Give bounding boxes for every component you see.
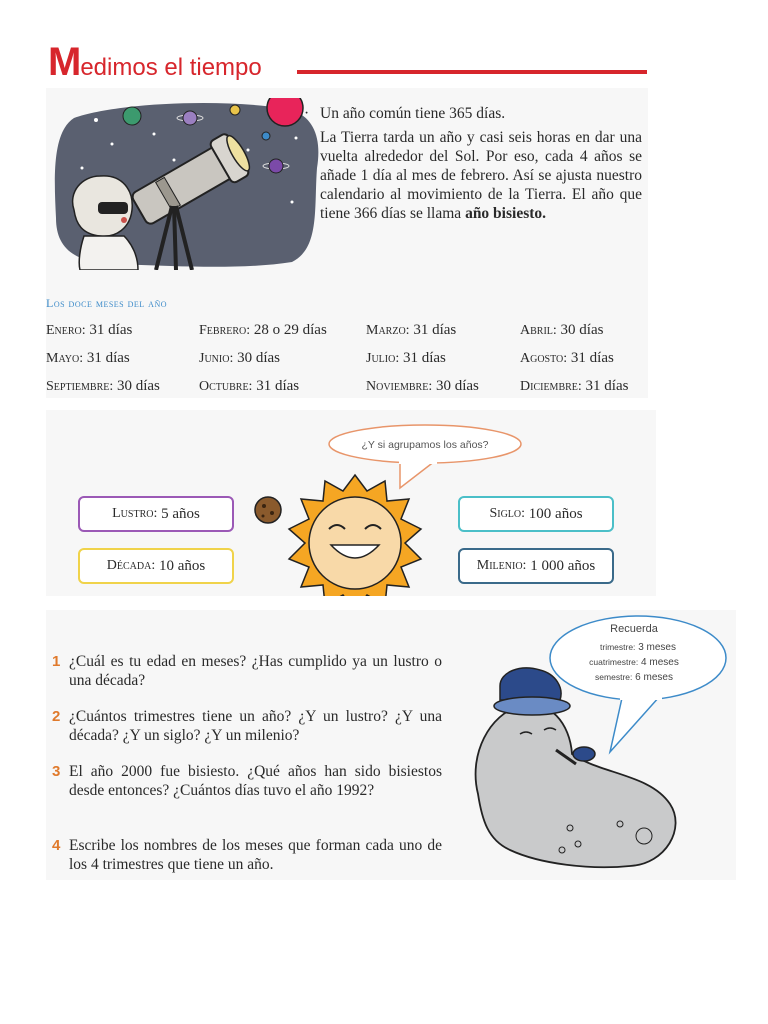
month-diciembre: Diciembre: 31 días: [520, 378, 629, 394]
intro-paragraph-2-text: La Tierra tarda un año y casi seis horas en dar una vuelta alrededor del Sol. Por eso, cada 4 años se añade 1 día al mes de febrero. Así se ajusta nuestro calendario al movimiento de la Tierra. El año que tiene 366 días se llama: [320, 129, 642, 222]
month-enero: Enero: 31 días: [46, 322, 133, 338]
remember-semestre: semestre: 6 meses: [595, 672, 673, 683]
question-2: 2 ¿Cuántos trimestres tiene un año? ¿Y un lustro? ¿Y una década? ¿Y un siglo? ¿Y un milenio?: [52, 708, 442, 744]
period-lustro: Lustro: 5 años: [78, 496, 234, 532]
remember-trimestre: trimestre: 3 meses: [600, 642, 676, 653]
remember-illustration: [460, 614, 735, 876]
intro-bold-term: año bisiesto.: [465, 205, 547, 222]
period-siglo: Siglo: 100 años: [458, 496, 614, 532]
period-milenio: Milenio: 1 000 años: [458, 548, 614, 584]
title-rule: [297, 70, 647, 74]
bullet: ·: [304, 105, 310, 122]
month-junio: Junio: 30 días: [199, 350, 281, 366]
intro-paragraph-2: [320, 128, 642, 223]
question-3: 3 El año 2000 fue bisiesto. ¿Qué años han sido bisiestos desde entonces? ¿Cuántos días tuvo el año 1992?: [52, 763, 442, 799]
remember-title: Recuerda: [610, 623, 658, 635]
month-marzo: Marzo: 31 días: [366, 322, 457, 338]
intro-text: [304, 104, 642, 228]
month-abril: Abril: 30 días: [520, 322, 604, 338]
page-title: [48, 40, 262, 85]
intro-line-1: Un año común tiene 365 días.: [320, 105, 506, 122]
astronomer-illustration: [52, 98, 322, 270]
month-mayo: Mayo: 31 días: [46, 350, 130, 366]
month-octubre: Octubre: 31 días: [199, 378, 300, 394]
period-decada: Década: 10 años: [78, 548, 234, 584]
sun-bubble-text: ¿Y si agrupamos los años?: [361, 439, 489, 451]
month-noviembre: Noviembre: 30 días: [366, 378, 479, 394]
month-febrero: Febrero: 28 o 29 días: [199, 322, 327, 338]
months-heading: Los doce meses del año: [46, 296, 168, 310]
question-1: 1 ¿Cuál es tu edad en meses? ¿Has cumplido ya un lustro o una década?: [52, 653, 442, 689]
remember-cuatrimestre: cuatrimestre: 4 meses: [589, 657, 679, 668]
month-julio: Julio: 31 días: [366, 350, 446, 366]
month-septiembre: Septiembre: 30 días: [46, 378, 160, 394]
month-agosto: Agosto: 31 días: [520, 350, 614, 366]
title-rest: edimos el tiempo: [80, 54, 262, 81]
question-4: 4 Escribe los nombres de los meses que forman cada uno de los 4 trimestres que tiene un año.: [52, 837, 442, 873]
title-initial: M: [48, 40, 81, 84]
